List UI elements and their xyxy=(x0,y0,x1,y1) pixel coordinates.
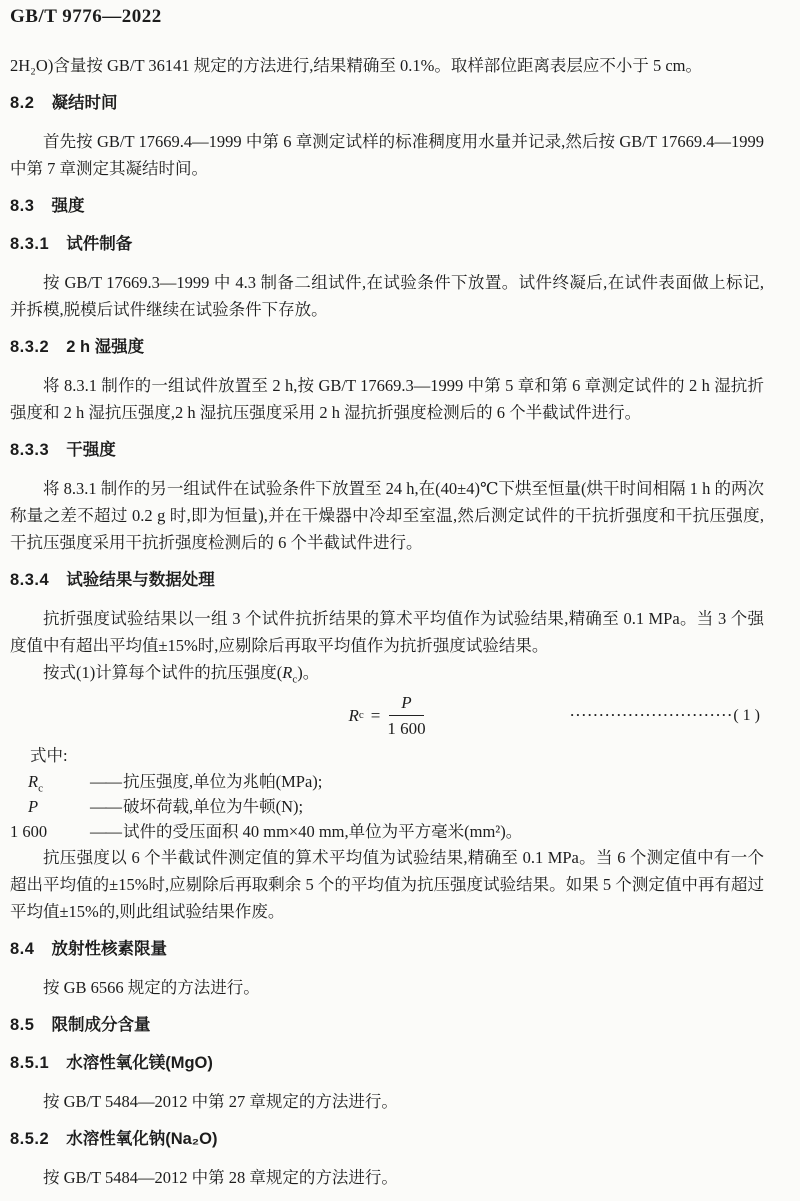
equals-sign: = xyxy=(370,705,381,725)
paragraph-formula-intro xyxy=(10,659,764,686)
section-title: 水溶性氧化镁(MgO) xyxy=(66,1054,213,1072)
symbol-definition-P xyxy=(10,794,764,819)
section-number: 8.3.3 xyxy=(10,441,50,459)
section-title: 限制成分含量 xyxy=(51,1016,151,1034)
section-title: 试验结果与数据处理 xyxy=(66,571,215,589)
standard-document-page xyxy=(10,6,790,1201)
heading-8-2-setting-time xyxy=(10,90,764,117)
subscript-c: c xyxy=(292,673,298,686)
equation-number: ( 1 ) xyxy=(733,707,760,724)
heading-8-3-2-wet-strength xyxy=(10,334,764,361)
paragraph-mgo-method: 按 GB/T 5484—2012 中第 27 章规定的方法进行。 xyxy=(43,1092,398,1111)
section-number: 8.4 xyxy=(10,940,35,958)
section-number: 8.3 xyxy=(10,197,35,215)
symbol xyxy=(10,769,90,794)
heading-8-3-1-specimen-preparation xyxy=(10,231,764,258)
variable-R: R xyxy=(28,772,39,791)
paragraph-wet-strength-method: 将 8.3.1 制作的一组试件放置至 2 h,按 GB/T 17669.3—1999 中第 5 章和第 6 章测定试件的 2 h 湿抗折强度和 2 h 湿抗压强度,2 h 湿抗压强度采用 2 h 湿抗折强度检测后的 6 个半截试件进行。 xyxy=(10,376,764,422)
paragraph-flexural-result: 抗折强度试验结果以一组 3 个试件抗折结果的算术平均值作为试验结果,精确至 0.1 MPa。当 3 个强度值中有超出平均值±15%时,应剔除后再取平均值作为抗折强度试验结果。 xyxy=(10,609,764,655)
dots-leader: ···························· xyxy=(569,707,734,722)
definition-dash: —— xyxy=(90,797,121,816)
equation-expression: R c = $\frac{P}{1 600}$ xyxy=(348,692,426,738)
variable-Rc: R xyxy=(348,705,359,725)
symbol: 1 600 xyxy=(10,822,48,841)
symbol-definition-1600 xyxy=(10,819,764,844)
definition-text: 破坏荷载,单位为牛顿(N); xyxy=(123,797,304,816)
definition-text: 抗压强度,单位为兆帕(MPa); xyxy=(123,772,323,791)
section-title: 强度 xyxy=(51,197,85,215)
subscript-c: c xyxy=(38,782,43,795)
section-number: 8.5.1 xyxy=(10,1054,50,1072)
definition-dash: —— xyxy=(90,822,121,841)
heading-8-5-1-mgo xyxy=(10,1050,764,1077)
equation-1 xyxy=(10,690,764,740)
paragraph-gypsum-content-method: 2H₂O)含量按 GB/T 36141 规定的方法进行,结果精确至 0.1%。取样部位距离表层应不小于 5 cm。 xyxy=(10,56,703,75)
section-title: 2 h 湿强度 xyxy=(66,338,145,356)
equation-leader xyxy=(570,701,760,729)
formula-intro-prefix: 按式(1)计算每个试件的抗压强度( xyxy=(43,663,283,682)
paragraph-dry-strength-method: 将 8.3.1 制作的另一组试件在试验条件下放置至 24 h,在(40±4)℃下烘至恒量(烘干时间相隔 1 h 的两次称量之差不超过 0.2 g 时,即为恒量),并在干燥器中冷却至室温,然后测定试件的干抗折强度和干抗压强度,干抗压强度采用干抗折强度检测后的 6 个半截试件进行。 xyxy=(10,479,764,552)
paragraph-radionuclide-method: 按 GB 6566 规定的方法进行。 xyxy=(43,978,260,997)
formula-intro-suffix: )。 xyxy=(297,663,320,682)
fraction-denominator-1600: 1 600 xyxy=(387,718,426,738)
definition-dash: —— xyxy=(90,772,121,791)
where-label: 式中: xyxy=(30,746,68,765)
section-title: 放射性核素限量 xyxy=(51,940,167,958)
section-number: 8.3.2 xyxy=(10,338,50,356)
section-number: 8.3.1 xyxy=(10,235,50,253)
document-content xyxy=(10,52,790,1191)
symbol xyxy=(10,794,90,819)
paragraph-compressive-result: 抗压强度以 6 个半截试件测定值的算术平均值为试验结果,精确至 0.1 MPa。当 6 个测定值中有一个超出平均值的±15%时,应剔除后再取剩余 5 个的平均值为抗压强度试验结果。如果 5 个测定值中再有超过平均值±15%的,则此组试验结果作废。 xyxy=(10,848,764,921)
section-number: 8.5.2 xyxy=(10,1130,50,1148)
fraction-numerator-P: P xyxy=(389,691,423,716)
heading-8-5-restricted-components xyxy=(10,1012,764,1039)
variable-P: P xyxy=(28,797,39,816)
section-number: 8.5 xyxy=(10,1016,35,1034)
paragraph-specimen-preparation: 按 GB/T 17669.3—1999 中 4.3 制备二组试件,在试验条件下放置。试件终凝后,在试件表面做上标记,并拆模,脱模后试件继续在试验条件下存放。 xyxy=(10,273,764,319)
heading-8-4-radionuclide-limits xyxy=(10,936,764,963)
doc-number-header: GB/T 9776—2022 xyxy=(10,6,162,27)
heading-8-3-4-results-processing xyxy=(10,567,764,594)
variable-R: R xyxy=(282,663,293,682)
heading-8-3-strength xyxy=(10,193,764,220)
fraction xyxy=(387,691,425,740)
section-title: 凝结时间 xyxy=(51,94,118,112)
heading-8-5-2-na2o xyxy=(10,1126,764,1153)
section-number: 8.3.4 xyxy=(10,571,50,589)
section-title: 试件制备 xyxy=(66,235,133,253)
section-title: 干强度 xyxy=(66,441,116,459)
section-title: 水溶性氧化钠(Na₂O) xyxy=(66,1130,218,1148)
paragraph-setting-time-method: 首先按 GB/T 17669.4—1999 中第 6 章测定试样的标准稠度用水量并记录,然后按 GB/T 17669.4—1999 中第 7 章测定其凝结时间。 xyxy=(10,132,764,178)
definition-text: 试件的受压面积 40 mm×40 mm,单位为平方毫米(mm²)。 xyxy=(123,822,523,841)
heading-8-3-3-dry-strength xyxy=(10,437,764,464)
section-number: 8.2 xyxy=(10,94,35,112)
symbol-definition-Rc xyxy=(10,769,764,794)
paragraph-na2o-method: 按 GB/T 5484—2012 中第 28 章规定的方法进行。 xyxy=(43,1168,398,1187)
